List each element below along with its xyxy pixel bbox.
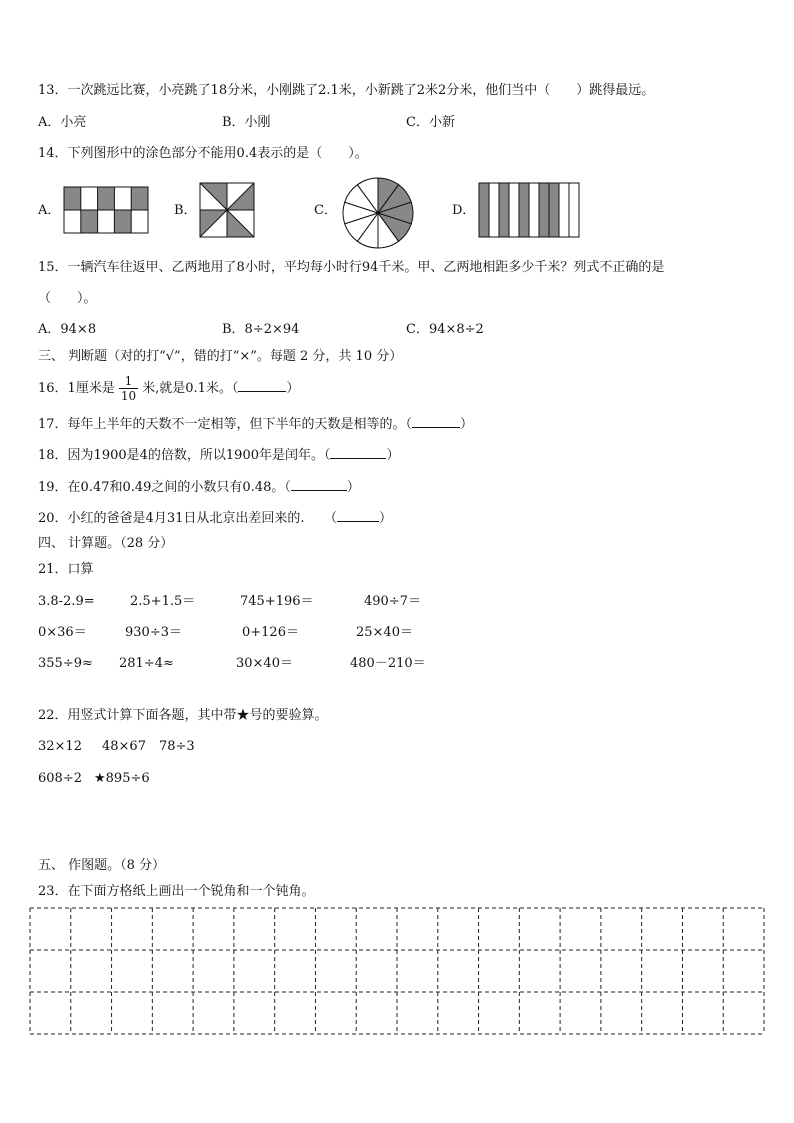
q14-text: 14．下列图形中的涂色部分不能用0.4表示的是（ ）。 [38,146,368,161]
q21-item: 0×36＝ [38,625,87,640]
q22-title: 22．用竖式计算下面各题，其中带★号的要验算。 [38,708,328,723]
q15-text-line2: （ ）。 [38,291,97,306]
strip [499,183,509,237]
q16-text-pre: 16．1厘米是 [38,381,115,396]
section-3-heading: 三、 判断题（对的打“√”，错的打“×”。每题 2 分，共 10 分） [38,349,403,364]
strip [569,183,579,237]
strip [509,183,519,237]
q13-option-a[interactable]: A．小亮 [38,115,87,130]
strip [549,183,559,237]
q20-text: 20．小红的爸爸是4月31日从北京出差回来的. （ [38,511,337,526]
q16-text-post: 米,就是0.1米。（ [142,381,239,396]
q13-option-c[interactable]: C．小新 [406,115,455,130]
strip [519,183,529,237]
q13-text: 13．一次跳远比赛，小亮跳了18分米，小刚跳了2.1米，小新跳了2米2分米，他们当中（ ）跳得最远。 [38,83,655,98]
q20-answer-blank[interactable] [337,509,379,522]
q18-text: 18．因为1900是4的倍数，所以1900年是闰年。（ [38,448,331,463]
q21-item: 490÷7＝ [364,594,421,609]
q19-close: ） [346,480,360,495]
q16-fraction-numerator: 1 [119,374,138,389]
q21-title: 21．口算 [38,562,94,577]
figure-b-square [200,183,254,237]
strip [539,183,549,237]
q16 [38,374,299,403]
strip [559,183,569,237]
strip [489,183,499,237]
section-4-heading: 四、 计算题。（28 分） [38,536,174,551]
strip [479,183,489,237]
figure-c-circle [341,176,415,250]
q21-item: 25×40＝ [356,625,413,640]
q17-answer-blank[interactable] [412,415,460,428]
q17-close: ） [460,417,474,432]
q14-label-b[interactable]: B． [174,203,197,218]
q17-text: 17．每年上半年的天数不一定相等，但下半年的天数是相等的。（ [38,417,413,432]
q21-item: 355÷9≈ [38,656,93,671]
q18-answer-blank[interactable] [330,446,386,459]
q16-fraction [119,374,138,403]
q17 [38,415,473,434]
q18-close: ） [386,448,400,463]
q19-text: 19．在0.47和0.49之间的小数只有0.48。（ [38,480,291,495]
q22-item: 48×67 [102,739,146,754]
q21-item: 480－210＝ [350,656,426,671]
q13-option-b[interactable]: B．小刚 [222,115,271,130]
q21-item: 930÷3＝ [125,625,182,640]
q21-item: 30×40＝ [236,656,293,671]
q14-label-c[interactable]: C． [314,203,337,218]
q23-text: 23．在下面方格纸上画出一个锐角和一个钝角。 [38,884,315,899]
q14-label-d[interactable]: D． [452,203,476,218]
q15-text: 15．一辆汽车往返甲、乙两地用了8小时，平均每小时行94千米。甲、乙两地相距多少千米？列式不正确的是 [38,260,665,275]
q21-item: 3.8-2.9= [38,594,95,609]
q22-item: ★895÷6 [94,771,150,786]
q22-item: 608÷2 [38,771,82,786]
q19 [38,478,360,497]
q21-item: 281÷4≈ [119,656,174,671]
q14-label-a[interactable]: A． [38,203,61,218]
q16-close: ） [286,381,300,396]
q18 [38,446,400,465]
q16-fraction-denominator: 10 [120,389,137,403]
q15-option-a[interactable]: A．94×8 [38,322,97,337]
figure-d-strips [479,183,579,237]
strip [529,183,539,237]
section-5-heading: 五、 作图题。（8 分） [38,858,166,873]
q22-item: 32×12 [38,739,82,754]
q16-answer-blank[interactable] [238,379,286,392]
grid-paper[interactable] [30,908,764,1034]
q21-item: 2.5+1.5＝ [130,594,196,609]
figure-a-grid [64,187,148,233]
q22-item: 78÷3 [159,739,195,754]
q20 [38,509,392,528]
q21-item: 0+126＝ [242,625,299,640]
q15-option-c[interactable]: C．94×8÷2 [406,322,484,337]
q20-close: ） [379,511,393,526]
q15-option-b[interactable]: B．8÷2×94 [222,322,300,337]
q19-answer-blank[interactable] [291,478,347,491]
q21-item: 745+196＝ [240,594,314,609]
